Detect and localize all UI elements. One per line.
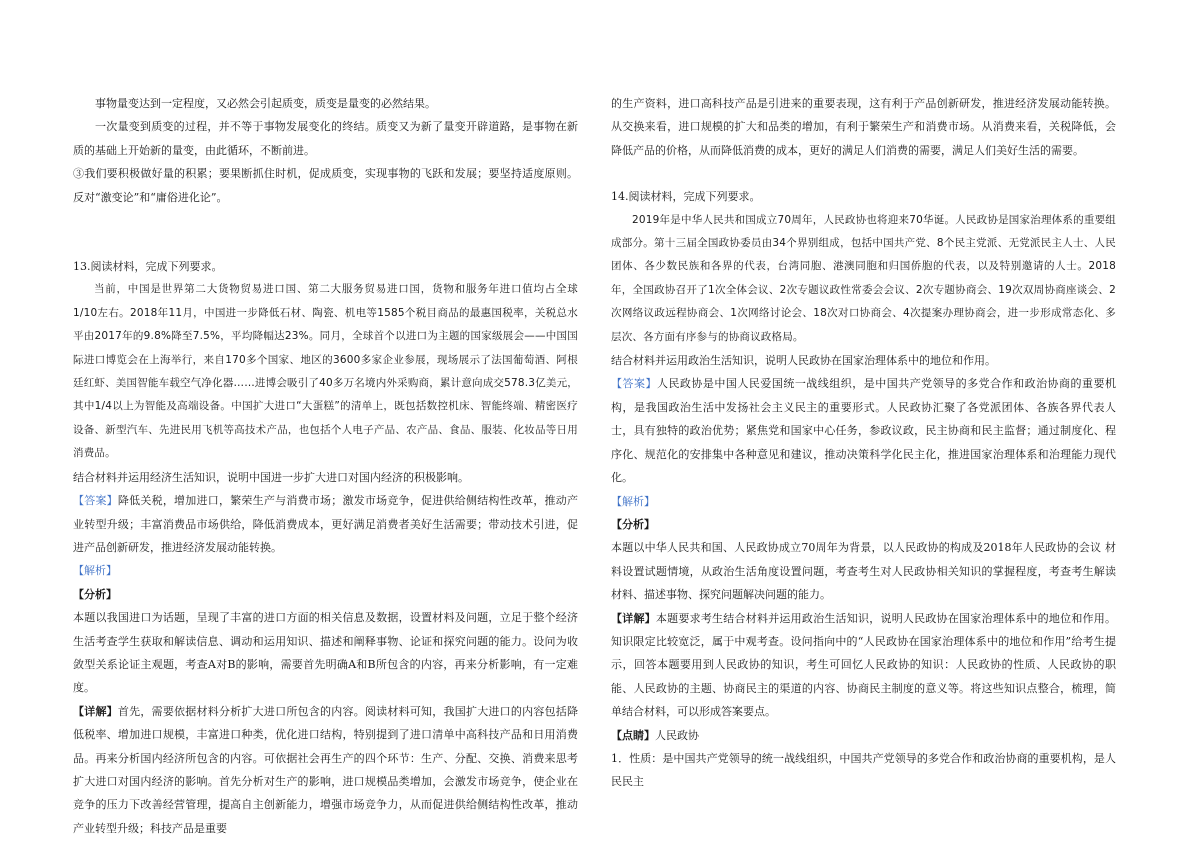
analysis-tag: 【解析】 <box>73 564 117 578</box>
answer-text: 人民政协是中国人民爱国统一战线组织，是中国共产党领导的多党合作和政治协商的重要机构，是我国政治生活中发扬社会主义民主的重要形式。人民政协汇聚了各党派团体、各族各界代表人士，具有独特的政治优势；紧焦党和国家中心任务，参政议政，民主协商和民主监督；通过制度化、程序化、规范化的安排集中各种意见和建议，推动决策科学化民主化，推进国家治理体系和治理能力现代化。 <box>611 377 1116 485</box>
question-13-title: 13.阅读材料，完成下列要求。 <box>73 260 223 274</box>
answer-tag: 【答案】 <box>611 377 657 391</box>
fenxi-tag: 【分析】 <box>611 517 655 531</box>
key-point-text: 人民政协 <box>655 728 699 742</box>
detail-tag: 【详解】 <box>611 611 656 625</box>
fenxi-text: 本题以中华人民共和国、人民政协成立70周年为背景，以人民政协的构成及2018年人民政协的会议 材料设置试题情境，从政治生活角度设置问题，考查考生对人民政协相关知识的掌握程度，考查考生解读材料、描述事物、探究问题解决问题的能力。 <box>611 541 1116 602</box>
question-13-prompt: 结合材料并运用经济生活知识，说明中国进一步扩大进口对国内经济的积极影响。 <box>73 470 469 484</box>
question-14-prompt: 结合材料并运用政治生活知识，说明人民政协在国家治理体系中的地位和作用。 <box>611 354 996 368</box>
detail-tag: 【详解】 <box>73 704 118 718</box>
paragraph: 一次量变到质变的过程，并不等于事物发展变化的终结。质变又为新了量变开辟道路，是事物在新质的基础上开始新的量变，由此循环，不断前进。 <box>73 120 578 157</box>
detail-text: 本题要求考生结合材料并运用政治生活知识，说明人民政协在国家治理体系中的地位和作用。知识限定比较宽泛，属于中观考查。设问指向中的“人民政协在国家治理体系中的地位和作用”给考生提示，回答本题要用到人民政协的知识，考生可回忆人民政协的知识：人民政协的性质、人民政协的职能、人民政协的主题、协商民主的渠道的内容、协商民主制度的意义等。将这些知识点整合，梳理，简单结合材料，可以形成答案要点。 <box>611 611 1117 719</box>
answer-text: 降低关税，增加进口，繁荣生产与消费市场；激发市场竞争，促进供给侧结构性改革，推动产业转型升级；丰富消费品市场供给，降低消费成本，更好满足消费者美好生活需要；带动技术引进，促进产品创新研发，推进经济发展动能转换。 <box>73 494 579 554</box>
detail-block <box>611 607 1116 724</box>
fenxi-tag: 【分析】 <box>73 587 117 601</box>
fenxi-text: 本题以我国进口为话题，呈现了丰富的进口方面的相关信息及数据，设置材料及问题，立足于整个经济生活考查学生获取和解读信息、调动和运用知识、描述和阐释事物、论证和探究问题的能力。设问为收敛型关系论证主观题，考查A对B的影响，需要首先明确A和B所包含的内容，再来分析影响，有一定难度。 <box>73 611 578 695</box>
paragraph: 的生产资料，进口高科技产品是引进来的重要表现，这有利于产品创新研发，推进经济发展动能转换。从交换来看，进口规模的扩大和品类的增加，有利于繁荣生产和消费市场。从消费来看，关税降低，会降低产品的价格，从而降低消费的成本，更好的满足人们消费的需要，满足人们美好生活的需要。 <box>611 97 1116 157</box>
point-1: 1．性质：是中国共产党领导的统一战线组织，中国共产党领导的多党合作和政治协商的重要机构，是人民民主 <box>611 751 1116 789</box>
key-point-tag: 【点睛】 <box>611 728 655 742</box>
left-column <box>73 92 578 840</box>
question-14-material: 2019年是中华人民共和国成立70周年，人民政协也将迎来70华诞。人民政协是国家治理体系的重要组成部分。第十三届全国政协委员由34个界别组成，包括中国共产党、8个民主党派、无党派民主人士、人民团体、各少数民族和各界的代表，台湾同胞、港澳同胞和归国侨胞的代表，以及特别邀请的人士。2018年，全国政协召开了1次全体会议、2次专题议政性常委会会议、2次专题协商会、19次双周协商座谈会、2次网络议政远程协商会、1次网络讨论会、18次对口协商会、4次提案办理协商会，进一步形成常态化、多层次、各方面有序参与的协商议政格局。 <box>611 213 1116 343</box>
spacer <box>73 209 578 232</box>
analysis-tag: 【解析】 <box>611 494 655 508</box>
paragraph: 事物量变达到一定程度，又必然会引起质变，质变是量变的必然结果。 <box>95 97 436 110</box>
question-14-title: 14.阅读材料，完成下列要求。 <box>611 190 761 204</box>
detail-block <box>73 700 578 840</box>
answer-block <box>611 372 1116 489</box>
right-column <box>611 92 1116 794</box>
paragraph: ③我们要积极做好量的积累；要果断抓住时机，促成质变，实现事物的飞跃和发展；要坚持适度原则。反对“激变论”和“庸俗进化论”。 <box>73 167 578 204</box>
answer-tag: 【答案】 <box>73 494 118 508</box>
detail-text: 首先，需要依据材料分析扩大进口所包含的内容。阅读材料可知，我国扩大进口的内容包括降低税率、增加进口规模，丰富进口种类，优化进口结构，特别提到了进口清单中高科技产品和日用消费品。再来分析国内经济所包含的内容。可依据社会再生产的四个环节：生产、分配、交换、消费来思考扩大进口对国内经济的影响。首先分析对生产的影响，进口规模品类增加，会激发市场竞争，使企业在竞争的压力下改善经营管理，提高自主创新能力，增强市场竞争力，从而促进供给侧结构性改革，推动产业转型升级；科技产品是重要 <box>73 704 579 835</box>
spacer <box>73 232 578 255</box>
question-13-material: 当前，中国是世界第二大货物贸易进口国、第二大服务贸易进口国，货物和服务年进口值均占全球1/10左右。2018年11月，中国进一步降低石材、陶瓷、机电等1585个税目商品的最惠国税率，关税总水平由2017年的9.8%降至7.5%，平均降幅达23%。同月，全球首个以进口为主题的国家级展会——中国国际进口博览会在上海举行，来自170多个国家、地区的3600多家企业参展，现场展示了法国葡萄酒、阿根廷红虾、美国智能车载空气净化器……进博会吸引了40多万名境内外采购商，累计意向成交578.3亿美元，其中1/4以上为智能及高端设备。中国扩大进口“大蛋糕”的清单上，既包括数控机床、智能终端、精密医疗设备、新型汽车、先进民用飞机等高技术产品，也包括个人电子产品、农产品、食品、服装、化妆品等日用消费品。 <box>73 283 578 460</box>
spacer <box>611 162 1116 185</box>
key-point-block <box>611 724 1116 747</box>
answer-block <box>73 489 578 559</box>
